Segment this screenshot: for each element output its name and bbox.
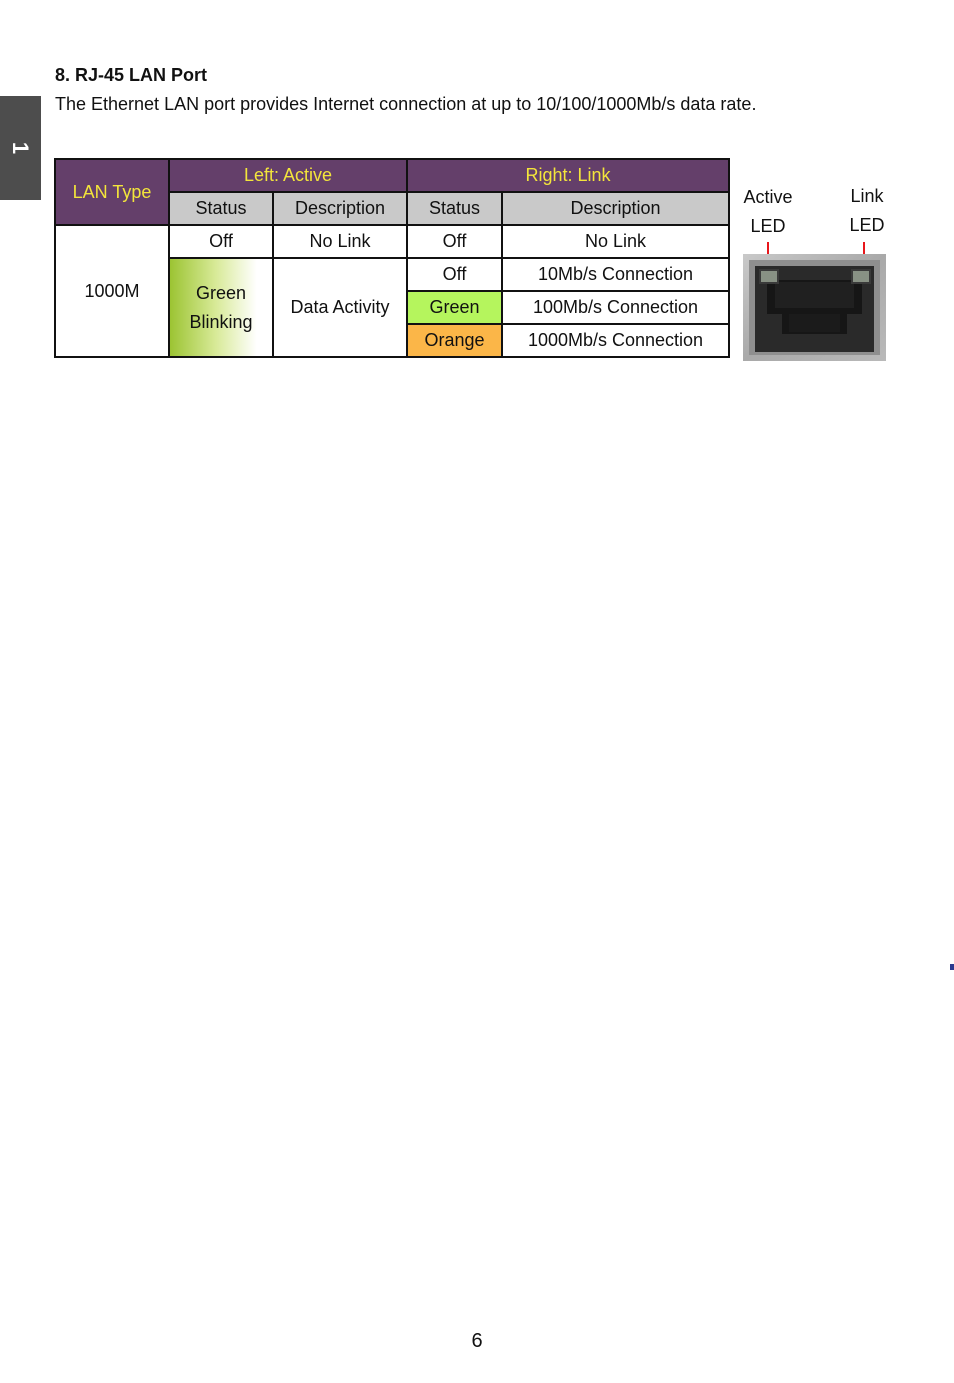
active-label-line-1: Active — [743, 187, 793, 207]
left-description-cell: No Link — [273, 225, 407, 258]
active-label-line-2: LED — [750, 216, 786, 236]
right-description-cell: No Link — [502, 225, 729, 258]
rj45-port-image — [743, 254, 886, 361]
left-description-data-activity: Data Activity — [273, 258, 407, 357]
blink-line-2: Blinking — [189, 311, 253, 332]
left-active-header: Left: Active — [169, 159, 407, 192]
lan-type-header: LAN Type — [55, 159, 169, 225]
right-status-cell: Off — [407, 225, 502, 258]
left-description-header: Description — [273, 192, 407, 225]
right-description-cell: 10Mb/s Connection — [502, 258, 729, 291]
right-description-cell: 1000Mb/s Connection — [502, 324, 729, 357]
right-description-cell: 100Mb/s Connection — [502, 291, 729, 324]
section-heading: 8. RJ-45 LAN Port — [55, 65, 208, 85]
lan-type-value: 1000M — [55, 225, 169, 357]
page-number: 6 — [471, 1330, 483, 1352]
right-link-header: Right: Link — [407, 159, 729, 192]
link-led-label — [837, 182, 897, 240]
chapter-tab — [0, 96, 41, 200]
left-status-green-blinking — [169, 258, 273, 357]
right-description-header: Description — [502, 192, 729, 225]
link-label-line-1: Link — [850, 186, 884, 206]
intro-text: The Ethernet LAN port provides Internet connection at up to 10/100/1000Mb/s data rate. — [55, 94, 757, 114]
blink-line-1: Green — [195, 282, 247, 303]
table-row — [55, 225, 729, 258]
right-status-cell: Off — [407, 258, 502, 291]
right-status-green: Green — [407, 291, 502, 324]
lan-led-table — [54, 158, 730, 358]
active-led-label — [733, 183, 803, 241]
right-status-header: Status — [407, 192, 502, 225]
left-status-header: Status — [169, 192, 273, 225]
link-label-line-2: LED — [849, 215, 885, 235]
left-status-cell: Off — [169, 225, 273, 258]
right-status-orange: Orange — [407, 324, 502, 357]
table-header-row — [55, 159, 729, 192]
page-mark — [950, 964, 954, 970]
chapter-number: 1 — [8, 141, 34, 155]
